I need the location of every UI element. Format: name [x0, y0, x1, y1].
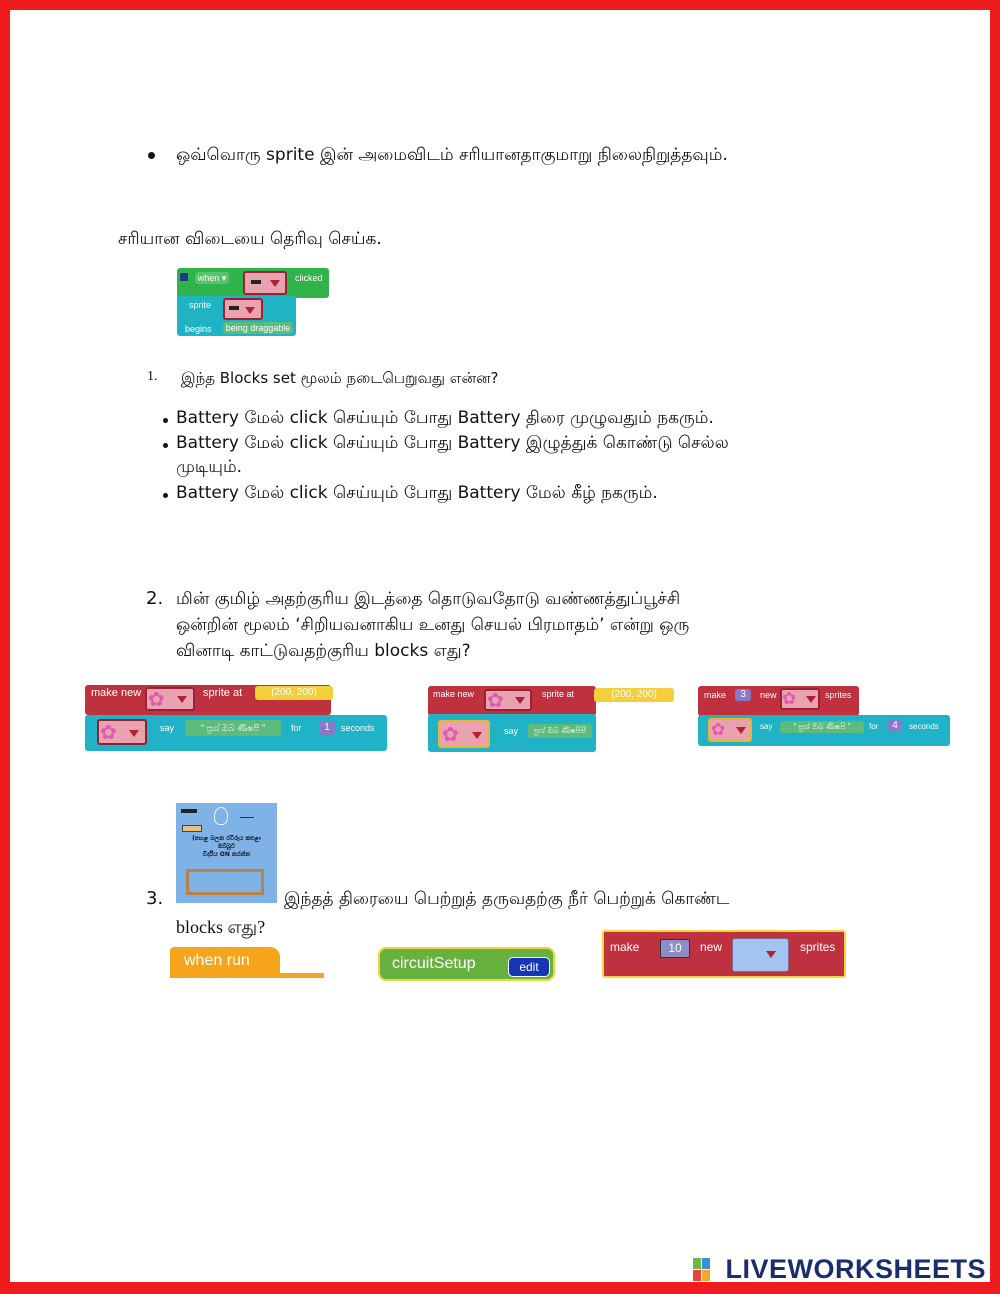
for-label: for: [869, 722, 879, 731]
q2-line-3: வினாடி காட்டுவதற்குரிய blocks எது?: [176, 641, 471, 661]
new-label: new: [700, 940, 723, 954]
secs-slot: 1: [319, 721, 335, 735]
make-new-label: make new: [91, 687, 142, 699]
new-label: new: [760, 690, 777, 700]
bulb-icon: [214, 807, 228, 825]
q1-number: 1.: [147, 369, 158, 384]
screen-caption-3: විර්දිය ON කරන්න: [202, 851, 251, 858]
for-label: for: [291, 723, 302, 733]
sprite-slot: [732, 938, 789, 972]
q3-option-when-run[interactable]: [170, 947, 324, 981]
q1-option-3[interactable]: Battery மேல் click செய்யும் போது Battery மேல் கீழ் நகரும்.: [176, 483, 658, 503]
battery-icon: [182, 825, 202, 832]
make-new-label: make new: [433, 689, 475, 699]
option-dot: [163, 418, 168, 423]
sprite-slot: [243, 271, 287, 295]
q1-option-1[interactable]: Battery மேல் click செய்யும் போது Battery திரை முழுவதும் நகரும்.: [176, 408, 714, 428]
sprite-at-label: sprite at: [203, 687, 243, 699]
q1-text: இந்த Blocks set மூலம் நடைபெறுவது என்ன?: [181, 369, 499, 387]
intro-bullet-text: ஒவ்வொரு sprite இன் அமைவிடம் சரியானதாகுமாறு நிலைநிறுத்தவும்.: [176, 145, 728, 165]
sprite-at-label: sprite at: [542, 689, 575, 699]
bullet-dot: [148, 152, 155, 159]
seconds-label: seconds: [909, 722, 939, 731]
begins-label: begins: [185, 324, 212, 334]
q1-option-2-cont: முடியும்.: [176, 457, 243, 477]
msg-slot: ප්‍රශ් ඔබ ණිෂපිපි: [528, 724, 592, 738]
butterfly-icon: ✿: [442, 722, 459, 746]
when-run-label: when run: [184, 952, 250, 969]
option-dot: [163, 443, 168, 448]
say-label: say: [760, 722, 773, 731]
say-label: say: [504, 726, 519, 736]
switch-icon: [240, 811, 254, 818]
when-dropdown: when ▾: [195, 272, 229, 284]
sprite-label: sprite: [189, 300, 212, 310]
butterfly-icon: ✿: [487, 688, 504, 712]
butterfly-icon: ✿: [148, 687, 165, 711]
butterfly-icon: ✿: [782, 689, 797, 709]
q3-text-2: blocks எது?: [176, 917, 266, 937]
butterfly-icon: ✿: [711, 720, 726, 740]
circuit-setup-label: circuitSetup: [392, 955, 476, 972]
q2-line-2: ஒன்றின் மூலம் ‘சிறியவனாகிய உனது செயல் பிரமாதம்’ என்று ஒரு: [176, 615, 690, 635]
option-dot: [163, 493, 168, 498]
clicked-label: clicked: [295, 273, 323, 283]
q2-line-1: மின் குமிழ் அதற்குரிய இடத்தை தொடுவதோடு வண்ணத்துப்பூச்சி: [176, 589, 681, 609]
q1-block-image: [177, 268, 329, 336]
msg-slot: “ ප්‍රශ් ඔබ ණිෂපි ”: [185, 720, 281, 736]
q3-number: 3.: [146, 888, 164, 909]
edit-button[interactable]: edit: [508, 957, 550, 977]
say-label: say: [160, 723, 175, 733]
q3-screen-image: [176, 803, 277, 903]
liveworksheets-logo[interactable]: LIVEWORKSHEETS: [725, 1254, 986, 1284]
seconds-label: seconds: [341, 723, 375, 733]
count-slot: 10: [660, 939, 690, 958]
q3-text: இந்தத் திரையை பெற்றுத் தருவதற்கு நீர் பெற்றுக் கொண்ட: [284, 889, 730, 909]
secs-slot: 4: [888, 720, 902, 732]
q3-option-circuit-setup[interactable]: [378, 947, 555, 985]
q1-option-2[interactable]: Battery மேல் click செய்யும் போது Battery இழுத்துக் கொண்டு செல்ல: [176, 433, 729, 453]
count-slot: 3: [735, 689, 751, 701]
coords-slot: (200, 200): [255, 686, 333, 700]
draggable-slot: being draggable: [223, 322, 293, 334]
make-label: make: [610, 940, 640, 954]
msg-slot: “ ප්‍රශ් ඔබ ණිෂපි ”: [780, 721, 864, 733]
butterfly-icon: ✿: [100, 720, 117, 744]
sprites-label: sprites: [800, 940, 836, 954]
circuit-frame: [186, 869, 264, 895]
q2-number: 2.: [146, 588, 164, 609]
screen-caption-1: (පහළ බලන රවිරුය කළුළා: [192, 835, 261, 842]
sprites-label: sprites: [825, 690, 852, 700]
q2-option-c[interactable]: [698, 686, 950, 748]
q2-option-b[interactable]: [428, 686, 678, 756]
coords-slot: (200, 200): [594, 688, 674, 702]
q2-option-a[interactable]: [85, 685, 387, 755]
make-label: make: [704, 690, 727, 700]
q3-option-make-sprites[interactable]: [602, 930, 846, 978]
screen-caption-2: ඔබ්බුට: [217, 843, 236, 850]
liveworksheets-logo-icon: [693, 1258, 711, 1282]
instruction-text: சரியான விடையை தெரிவு செய்க.: [118, 229, 382, 249]
